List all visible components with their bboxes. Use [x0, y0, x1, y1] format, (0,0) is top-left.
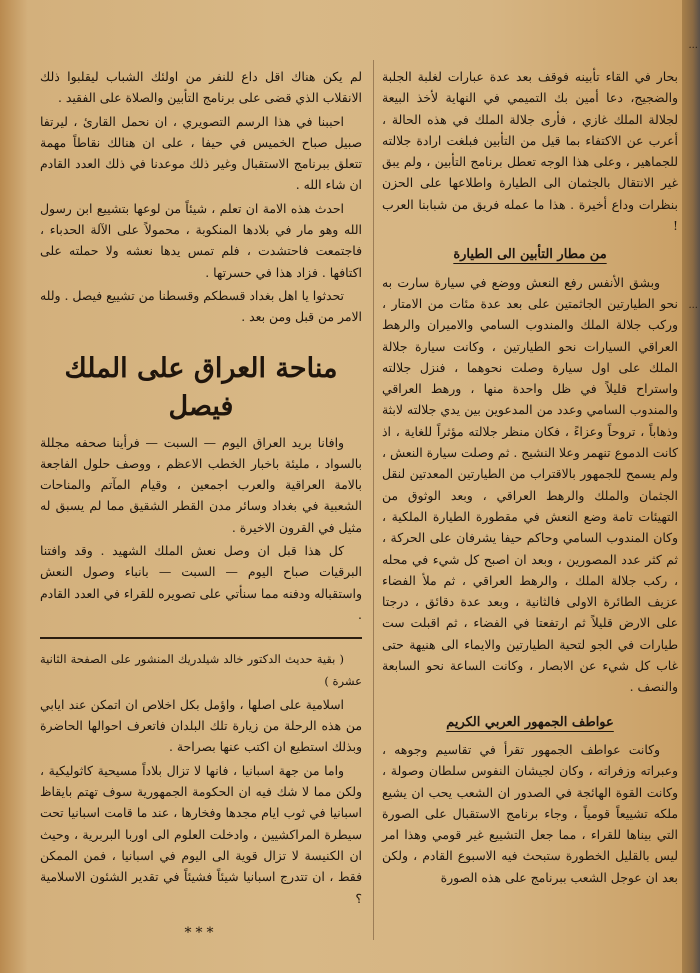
paragraph: لم يكن هناك اقل داع للنفر من اولئك الشباب ليقلبوا ذلك الانقلاب الذي قضى على برنامج التأبين والصلاة على الفقيد . — [40, 69, 362, 106]
paragraph: وبشق الأنفس رفع النعش ووضع في سيارة سارت به نحو الطيارتين الجاثمتين على بعد عدة مئات من الامتار ، وركب جلالة الملك والمندوب السامي والاميران والرهط العراقي السيارات نحو الطيارتين ، وكانت سيارة جلالة الملك على اول سيارة وصلت نحوهما ، فنزل جلالته واستراح قليلاً في ظل واحدة منها ، ورهط العراقي والمندوب السامي وعدد من المدعوين بين يدي جلالته لابثة وذهاباً ، تروحاً وعزاءً ، فكان منظر جلالته مؤثراً للغاية ، اذ كانت الدموع تنهمر وعلا النشيج . ثم وصلت سيارة النعش ، ولم يسمح للجمهور بالاقتراب من الطيارتين المعدتين لنقل الجثمان والملك والرهط العراقي ، وبعد الوثوق من التهيئات تامة وضع النعش في مقطورة الطيارة الملكية ، وكان المندوب السامي وحاكم حيفا يشرفان على الحركة ، ثم كثر عدد المصورين ، وبعد ان اصبح كل شيء في محله ، ركب جلالة الملك ، والرهط العراقي ، ثم ملأ الفضاء عزيف الطائرة الاولى فالثانية ، وبعد عدة دقائق ، درجتا على الارض قليلاً ثم ارتفعتا في الفضاء ، ثم اقبلت ست طيارات في الجو لتحية الطيارتين والايماء الى هنيهة حتى غاب كل شيء عن الابصار ، وكانت الساعة نحو السابعة والنصف . — [382, 274, 678, 695]
continuation-note: ( بقية حديث الدكتور خالد شيلدريك المنشور على الصفحة الثانية عشرة ) — [40, 652, 362, 688]
margin-fragment: ... — [688, 40, 698, 51]
paragraph: كل هذا قبل ان وصل نعش الملك الشهيد . وقد وافتنا البرقيات صباح اليوم — السبت — بانباء وصول النعش واستقباله ودفنه مما سنأتي على تصويره للقراء في العدد القادم . — [40, 543, 362, 622]
paragraph: احببنا في هذا الرسم التصويري ، ان نحمل القارئ ، ليرتفا صبيل صباح الخميس في حيفا ، على ان هنالك نقاطاً مهمة تتعلق ببرنامج الاستقبال وغير ذلك موعدنا في ذلك العدد القادم ان شاء الله . — [40, 113, 362, 193]
paragraph: احدث هذه الامة ان تعلم ، شيئاً من لوعها بتشييع ابن رسول الله وهو مار في بلادها المنكوبة ، محمولاً على الآلة الحدباء ، فاجتمعت فاحتشدت ، فلم تمس يدها نعشه ولا حملته على اكتافها . فزاد هذا في حسرتها . — [40, 200, 362, 280]
column-divider — [373, 60, 374, 940]
end-mark: *** — [184, 924, 218, 941]
paragraph: بحار في القاء تأبينه فوقف بعد عدة عبارات لغلبة الجلبة والضجيج، دعا أمين بك التميمي في النهاية لأخذ البيعة لجلالة الملك غازي ، فأرى جلالة الملك في هذه الحالة ، أعرب عن الاكتفاء بما قيل من التأبين فبلغت ارادة جلالته للجماهير ، وعلى هذا الوجه تعطل برنامج التأبين ، ولم يبق غير الانتقال بالجثمان الى الطيارة واطلاعها على الحزن بنظرات وداع أخيرة . هذا ما عمله فريق من شبابنا العرب ! — [382, 69, 678, 234]
paragraph: وافانا بريد العراق اليوم — السبت — فرأينا صحفه مجللة بالسواد ، مليئة باخبار الخطب الاعظم ، ووصف حلول الفاجعة بالامة العراقية والعرب اجمعين ، وقيام المآتم والمناحات الشعبية في بغداد وسائر مدن القطر الشقيق مما لم يسبق له مثيل في القرون الاخيرة . — [40, 434, 362, 535]
right-column — [382, 66, 678, 890]
section-rule — [40, 637, 362, 639]
paragraph: اسلامية على اصلها ، واؤمل بكل اخلاص ان اتمكن عند ايابي من هذه الرحلة من زيارة تلك البلدان فاتعرف احوالها الحاضرة وبذلك استطيع ان اكتب عنها بصراحة . — [40, 696, 362, 755]
paragraph: واما من جهة اسبانيا ، فانها لا تزال بلاداً مسيحية كاثوليكية ، ولكن مما لا شك فيه ان الحكومة الجمهورية سوف تهتم بايقاظ اسبانيا في ثوب ايام مجدها وفخارها ، عند ما قامت اسبانيا تحت سيطرة المراكشيين ، وادخلت العلوم الى اوربا البربرية ، وحيث ان الكنيسة لا تزال قوية الى اليوم في اسبانيا ، فمن الممكن فقط ، ان تتدرج اسبانيا شيئاً فشيئاً في تقدير الشئون الاسلامية ؟ — [40, 762, 362, 906]
section-title: عواطف الجمهور العربي الكريم — [446, 714, 614, 730]
margin-fragment: ... — [688, 300, 698, 311]
paragraph: تحدثوا يا اهل بغداد قسطكم وقسطنا من تشييع فيصل . ولله الامر من قبل ومن بعد . — [40, 287, 362, 325]
paragraph: وكانت عواطف الجمهور تقرأ في تقاسيم وجوهه ، وعبراته وزفراته ، وكان لجيشان النفوس سلطان وصولة ، وكانت القوة الهائجة في الصدور ان الشعب يحب ان يشيع ملكه تشييعاً قومياً ، وجاء برنامج الاستقبال على الصورة التي بيناها للقراء ، مما جعل التشييع غير قومي وهذا امر ليس بالقليل الخطورة ستبحث فيه الاسبوع القادم ، ولكن بعد ان عوجل الشعب ببرنامج على هذه الصورة — [382, 741, 678, 885]
headline: مناحة العراق على الملك فيصل — [64, 352, 338, 422]
left-column — [40, 66, 362, 944]
section-title: من مطار التأبين الى الطيارة — [453, 247, 607, 263]
adjacent-page-edge — [682, 0, 700, 973]
